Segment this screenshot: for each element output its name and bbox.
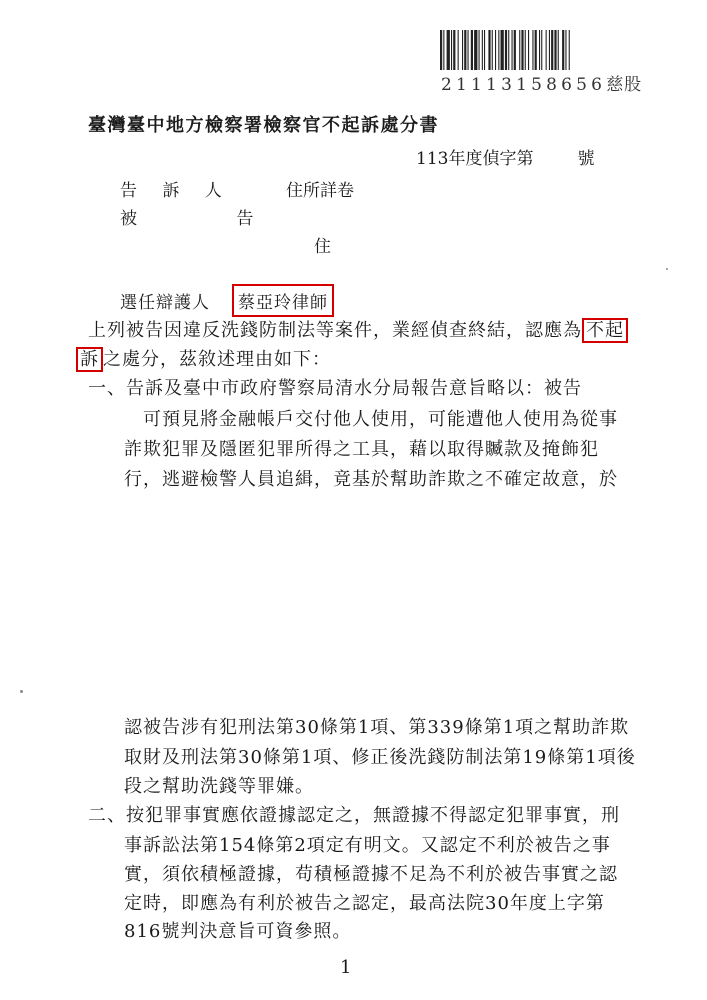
barcode-bar: [468, 30, 469, 70]
defense-counsel-label: 選任辯護人: [120, 293, 210, 313]
section2-line-1: 二、按犯罪事實應依證據認定之，無證據不得認定犯罪事實，刑: [88, 805, 620, 826]
barcode-digits: 21113158656: [441, 75, 607, 95]
barcode-bar: [443, 30, 444, 70]
complainant-label: 告 訴 人: [120, 181, 232, 201]
barcode-bar: [464, 30, 466, 70]
intro-line-2-text: 之處分，茲敘述理由如下：: [103, 349, 331, 370]
barcode-bar: [484, 30, 485, 70]
barcode-bar: [521, 30, 523, 70]
section1-line-4: 行，逃避檢警人員追緝，竟基於幫助詐欺之不確定故意，於: [124, 469, 618, 490]
barcode-bar: [565, 30, 566, 70]
barcode-bar: [558, 30, 559, 70]
section1-line-3: 詐欺犯罪及隱匿犯罪所得之工具，藉以取得贓款及掩飾犯: [124, 439, 599, 460]
barcode-bar: [451, 30, 452, 70]
section2-line-3: 實，須依積極證據，苟積極證據不足為不利於被告事實之認: [124, 864, 618, 885]
barcode-bar: [569, 30, 570, 70]
section2-line-5: 816號判決意旨可資參照。: [124, 921, 352, 942]
barcode-bar: [508, 30, 509, 70]
barcode-bar: [525, 30, 526, 70]
scan-speck: [20, 690, 23, 693]
document-title: 臺灣臺中地方檢察署檢察官不起訴處分書: [88, 115, 439, 136]
barcode-number: [441, 70, 642, 95]
defendant-label: 被 告: [120, 209, 301, 229]
barcode-bar: [541, 30, 542, 70]
barcode-tag: 慈股: [606, 75, 643, 95]
barcode-bar: [474, 30, 477, 70]
barcode-bar: [440, 30, 442, 70]
intro-line-1: [88, 316, 628, 342]
barcode-bar: [498, 30, 499, 70]
barcode-bar: [453, 30, 455, 70]
barcode-bar: [532, 30, 533, 70]
barcode-bar: [479, 30, 480, 70]
barcode-bar: [471, 30, 473, 70]
case-number-suffix: 號: [577, 149, 595, 169]
intro-highlight-su: 訴: [76, 347, 103, 372]
defendant-address: 住: [314, 237, 331, 257]
barcode-bar: [447, 30, 450, 70]
page-number: 1: [340, 957, 352, 978]
section1-line-2: 可預見將金融帳戶交付他人使用，可能遭他人使用為從事: [143, 409, 618, 430]
barcode-bar: [551, 30, 553, 70]
defense-counsel-name-highlight: 蔡亞玲律師: [232, 284, 334, 317]
intro-line-1-text: 上列被告因違反洗錢防制法等案件，業經偵查終結，認應為: [88, 320, 582, 341]
barcode-bar: [546, 30, 547, 70]
barcode-bar: [492, 30, 493, 70]
barcode-bar: [488, 30, 490, 70]
barcode-bar: [519, 30, 520, 70]
defense-counsel-name: [232, 284, 334, 317]
barcode-bar: [535, 30, 537, 70]
barcode-bar: [539, 30, 540, 70]
section2-line-2: 事訴訟法第154條第2項定有明文。又認定不利於被告之事: [124, 835, 611, 856]
barcode-bar: [495, 30, 496, 70]
scan-speck: [666, 268, 668, 270]
section1-line-7: 段之幫助洗錢等罪嫌。: [124, 776, 314, 797]
barcode-bar: [505, 30, 507, 70]
barcode-bar: [528, 30, 529, 70]
barcode-bar: [482, 30, 483, 70]
barcode-bar: [458, 30, 459, 70]
section1-line-6: 取財及刑法第30條第1項、修正後洗錢防制法第19條第1項後: [124, 747, 636, 768]
case-number-text: 113年度偵字第: [416, 149, 534, 169]
section2-line-4: 定時，即應為有利於被告之認定，最高法院30年度上字第: [124, 893, 605, 914]
barcode-bar: [514, 30, 516, 70]
barcode-image: [440, 30, 658, 74]
case-number: [416, 144, 594, 169]
barcode-bar: [512, 30, 513, 70]
barcode-bar: [462, 30, 463, 70]
intro-line-2: [76, 345, 331, 371]
barcode-bar: [562, 30, 564, 70]
complainant-address: 住所詳卷: [286, 181, 354, 201]
section1-line-1: 一、告訴及臺中市政府警察局清水分局報告意旨略以：被告: [88, 378, 582, 399]
barcode-bar: [549, 30, 550, 70]
intro-highlight-bu-qi: 不起: [582, 318, 628, 343]
section1-line-5: 認被告涉有犯刑法第30條第1項、第339條第1項之幫助詐欺: [124, 717, 630, 738]
barcode-bar: [501, 30, 504, 70]
barcode-bar: [554, 30, 556, 70]
